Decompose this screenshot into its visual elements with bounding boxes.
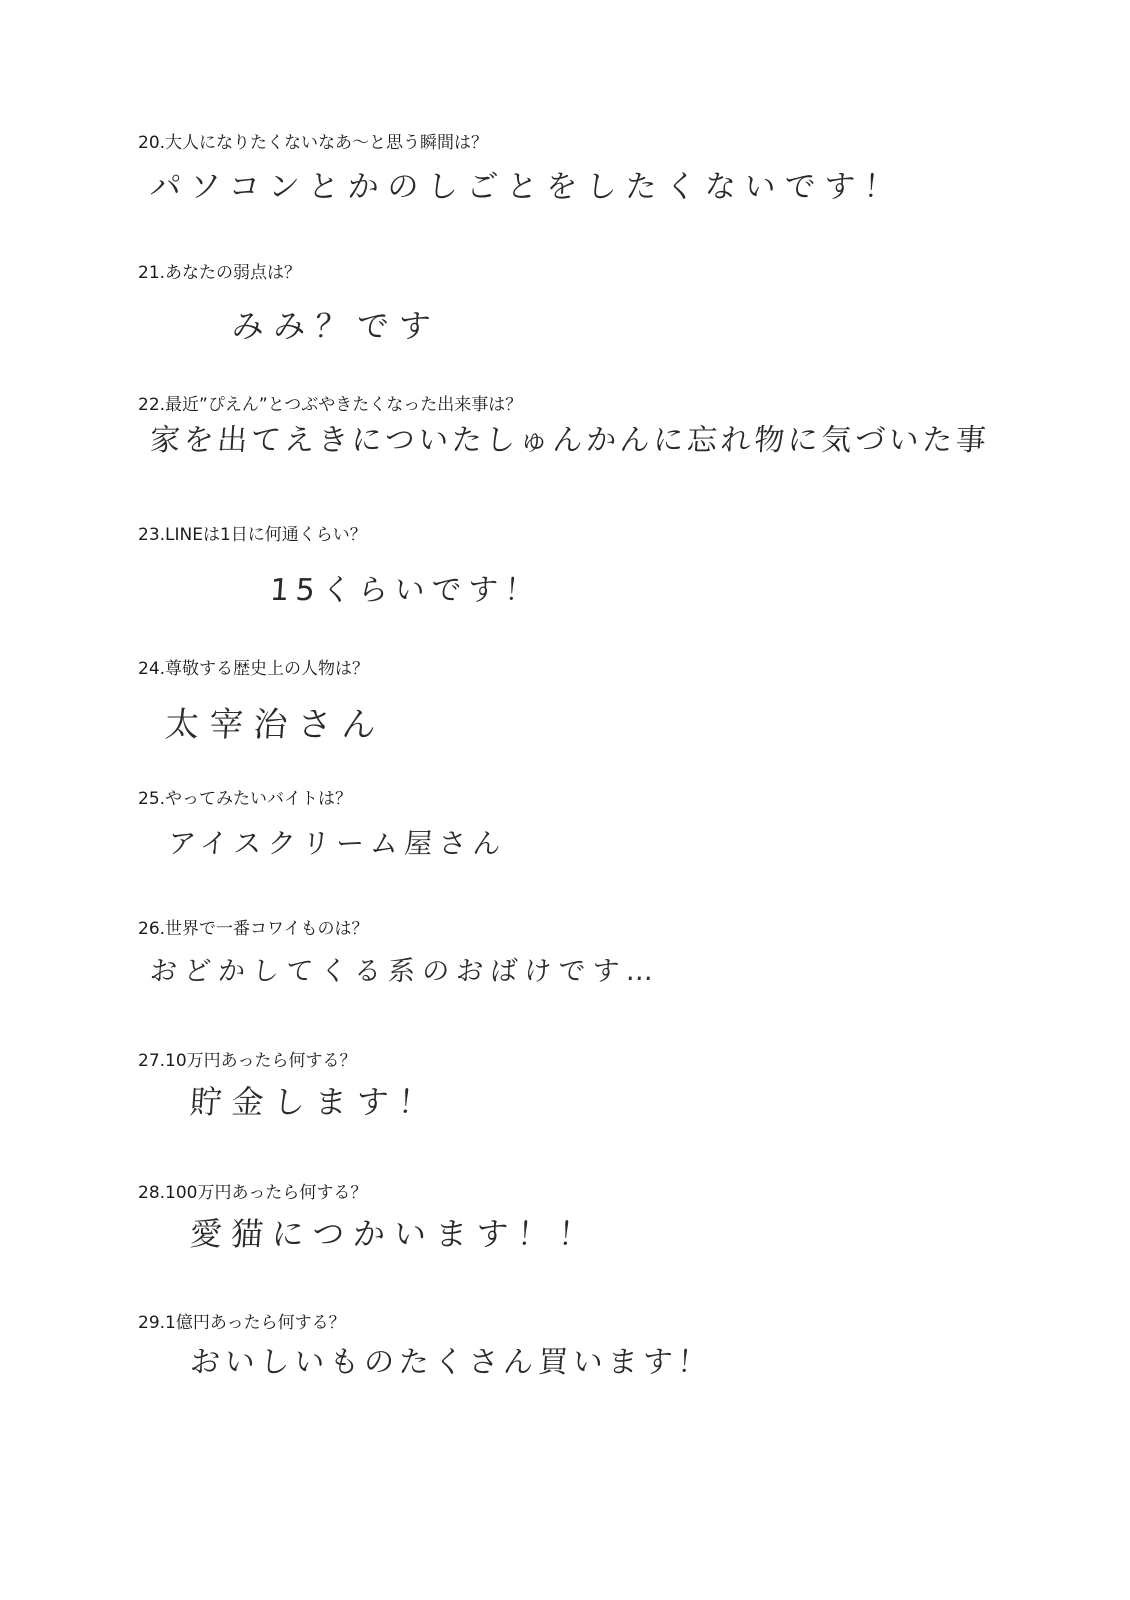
question-text: 24.尊敬する歴史上の人物は？ [138, 659, 370, 679]
handwritten-answer: 15くらいです！ [268, 573, 543, 608]
handwritten-answer: アイスクリーム屋さん [166, 827, 509, 860]
question-text: 21.あなたの弱点は？ [138, 263, 302, 283]
handwritten-answer: みみ？です [230, 307, 442, 345]
handwritten-answer: おいしいものたくさん買います！ [188, 1345, 714, 1380]
question-text: 27.10万円あったら何する？ [138, 1051, 357, 1071]
handwritten-answer: 貯金します！ [188, 1083, 441, 1121]
handwritten-answer: おどかしてくる系のおばけです… [148, 956, 662, 987]
question-text: 28.100万円あったら何する？ [138, 1183, 368, 1203]
question-text: 23.LINEは1日に何通くらい？ [138, 525, 367, 545]
handwritten-answer: 愛猫につかいます！！ [188, 1215, 601, 1253]
question-text: 29.1億円あったら何する？ [138, 1313, 346, 1333]
handwritten-answer: パソコンとかのしごとをしたくないです！ [148, 169, 905, 205]
question-text: 25.やってみたいバイトは？ [138, 789, 353, 809]
handwritten-answer: 太宰治さん [163, 705, 388, 745]
question-text: 22.最近”ぴえん”とつぶやきたくなった出来事は？ [138, 395, 523, 415]
handwritten-answer: 家を出てえきについたしゅんかんに忘れ物に気づいた事 [148, 423, 991, 458]
question-text: 26.世界で一番コワイものは？ [138, 919, 369, 939]
question-text: 20.大人になりたくないなあ〜と思う瞬間は？ [138, 133, 489, 153]
